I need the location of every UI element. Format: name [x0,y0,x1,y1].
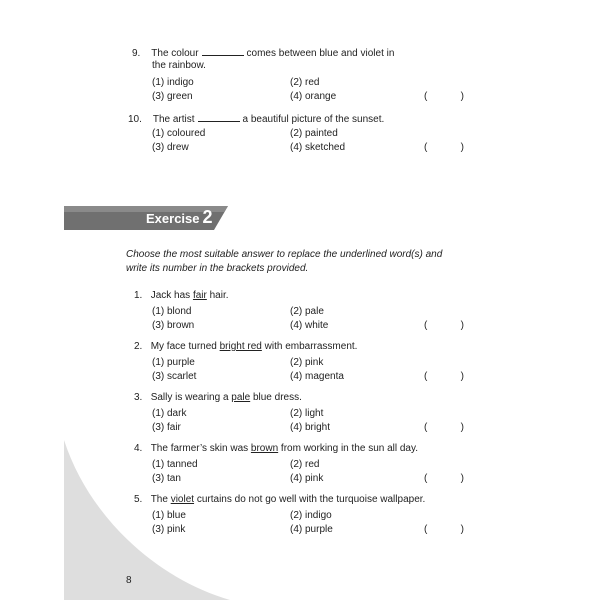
exercise-title: Exercise 2 [146,207,213,227]
ex4-option-2: (2) red [290,459,320,470]
q9-option-2: (2) red [290,77,320,88]
ex5-answer-bracket[interactable]: ( ) [424,524,464,535]
ex5-option-4: (4) purple [290,524,333,535]
q9-option-3: (3) green [152,91,193,102]
ex5-option-3: (3) pink [152,524,186,535]
answer-blank [202,46,244,56]
ex5-option-1: (1) blue [152,510,186,521]
q9-answer-bracket[interactable]: ( ) [424,91,464,102]
ex-question-5-stem: 5. The violet curtains do not go well with the turquoise wallpaper. [134,494,426,505]
ex4-answer-bracket[interactable]: ( ) [424,473,464,484]
ex5-option-2: (2) indigo [290,510,332,521]
page-number: 8 [126,575,132,586]
ex1-answer-bracket[interactable]: ( ) [424,320,464,331]
q10-option-3: (3) drew [152,142,189,153]
ex-question-2-stem: 2. My face turned bright red with embarrassment. [134,341,358,352]
question-9-stem-line2: the rainbow. [152,60,206,71]
ex2-option-2: (2) pink [290,357,324,368]
ex4-option-4: (4) pink [290,473,324,484]
q10-option-4: (4) sketched [290,142,346,153]
ex2-option-4: (4) magenta [290,371,344,382]
instruction-line-2: write its number in the brackets provided. [126,263,309,274]
ex2-option-1: (1) purple [152,357,195,368]
question-9-stem: 9. The colour comes between blue and violet in [132,48,395,59]
ex3-option-3: (3) fair [152,422,181,433]
ex3-answer-bracket[interactable]: ( ) [424,422,464,433]
ex4-option-3: (3) tan [152,473,181,484]
ex1-option-3: (3) brown [152,320,195,331]
ex1-option-4: (4) white [290,320,329,331]
ex-question-4-stem: 4. The farmer’s skin was brown from working in the sun all day. [134,443,419,454]
ex1-option-2: (2) pale [290,306,324,317]
answer-blank [198,112,240,122]
ex2-answer-bracket[interactable]: ( ) [424,371,464,382]
ex-question-3-stem: 3. Sally is wearing a pale blue dress. [134,392,302,403]
ex3-option-4: (4) bright [290,422,331,433]
q10-option-2: (2) painted [290,128,338,139]
ex4-option-1: (1) tanned [152,459,198,470]
q10-option-1: (1) coloured [152,128,206,139]
q10-answer-bracket[interactable]: ( ) [424,142,464,153]
ex1-option-1: (1) blond [152,306,192,317]
ex3-option-1: (1) dark [152,408,187,419]
ex-question-1-stem: 1. Jack has fair hair. [134,290,229,301]
q9-option-4: (4) orange [290,91,337,102]
question-10-stem: 10. The artist a beautiful picture of the sunset. [128,114,385,125]
corner-shading [64,440,230,600]
ex2-option-3: (3) scarlet [152,371,197,382]
q9-option-1: (1) indigo [152,77,194,88]
instruction-line-1: Choose the most suitable answer to replace the underlined word(s) and [126,249,443,260]
ex3-option-2: (2) light [290,408,324,419]
